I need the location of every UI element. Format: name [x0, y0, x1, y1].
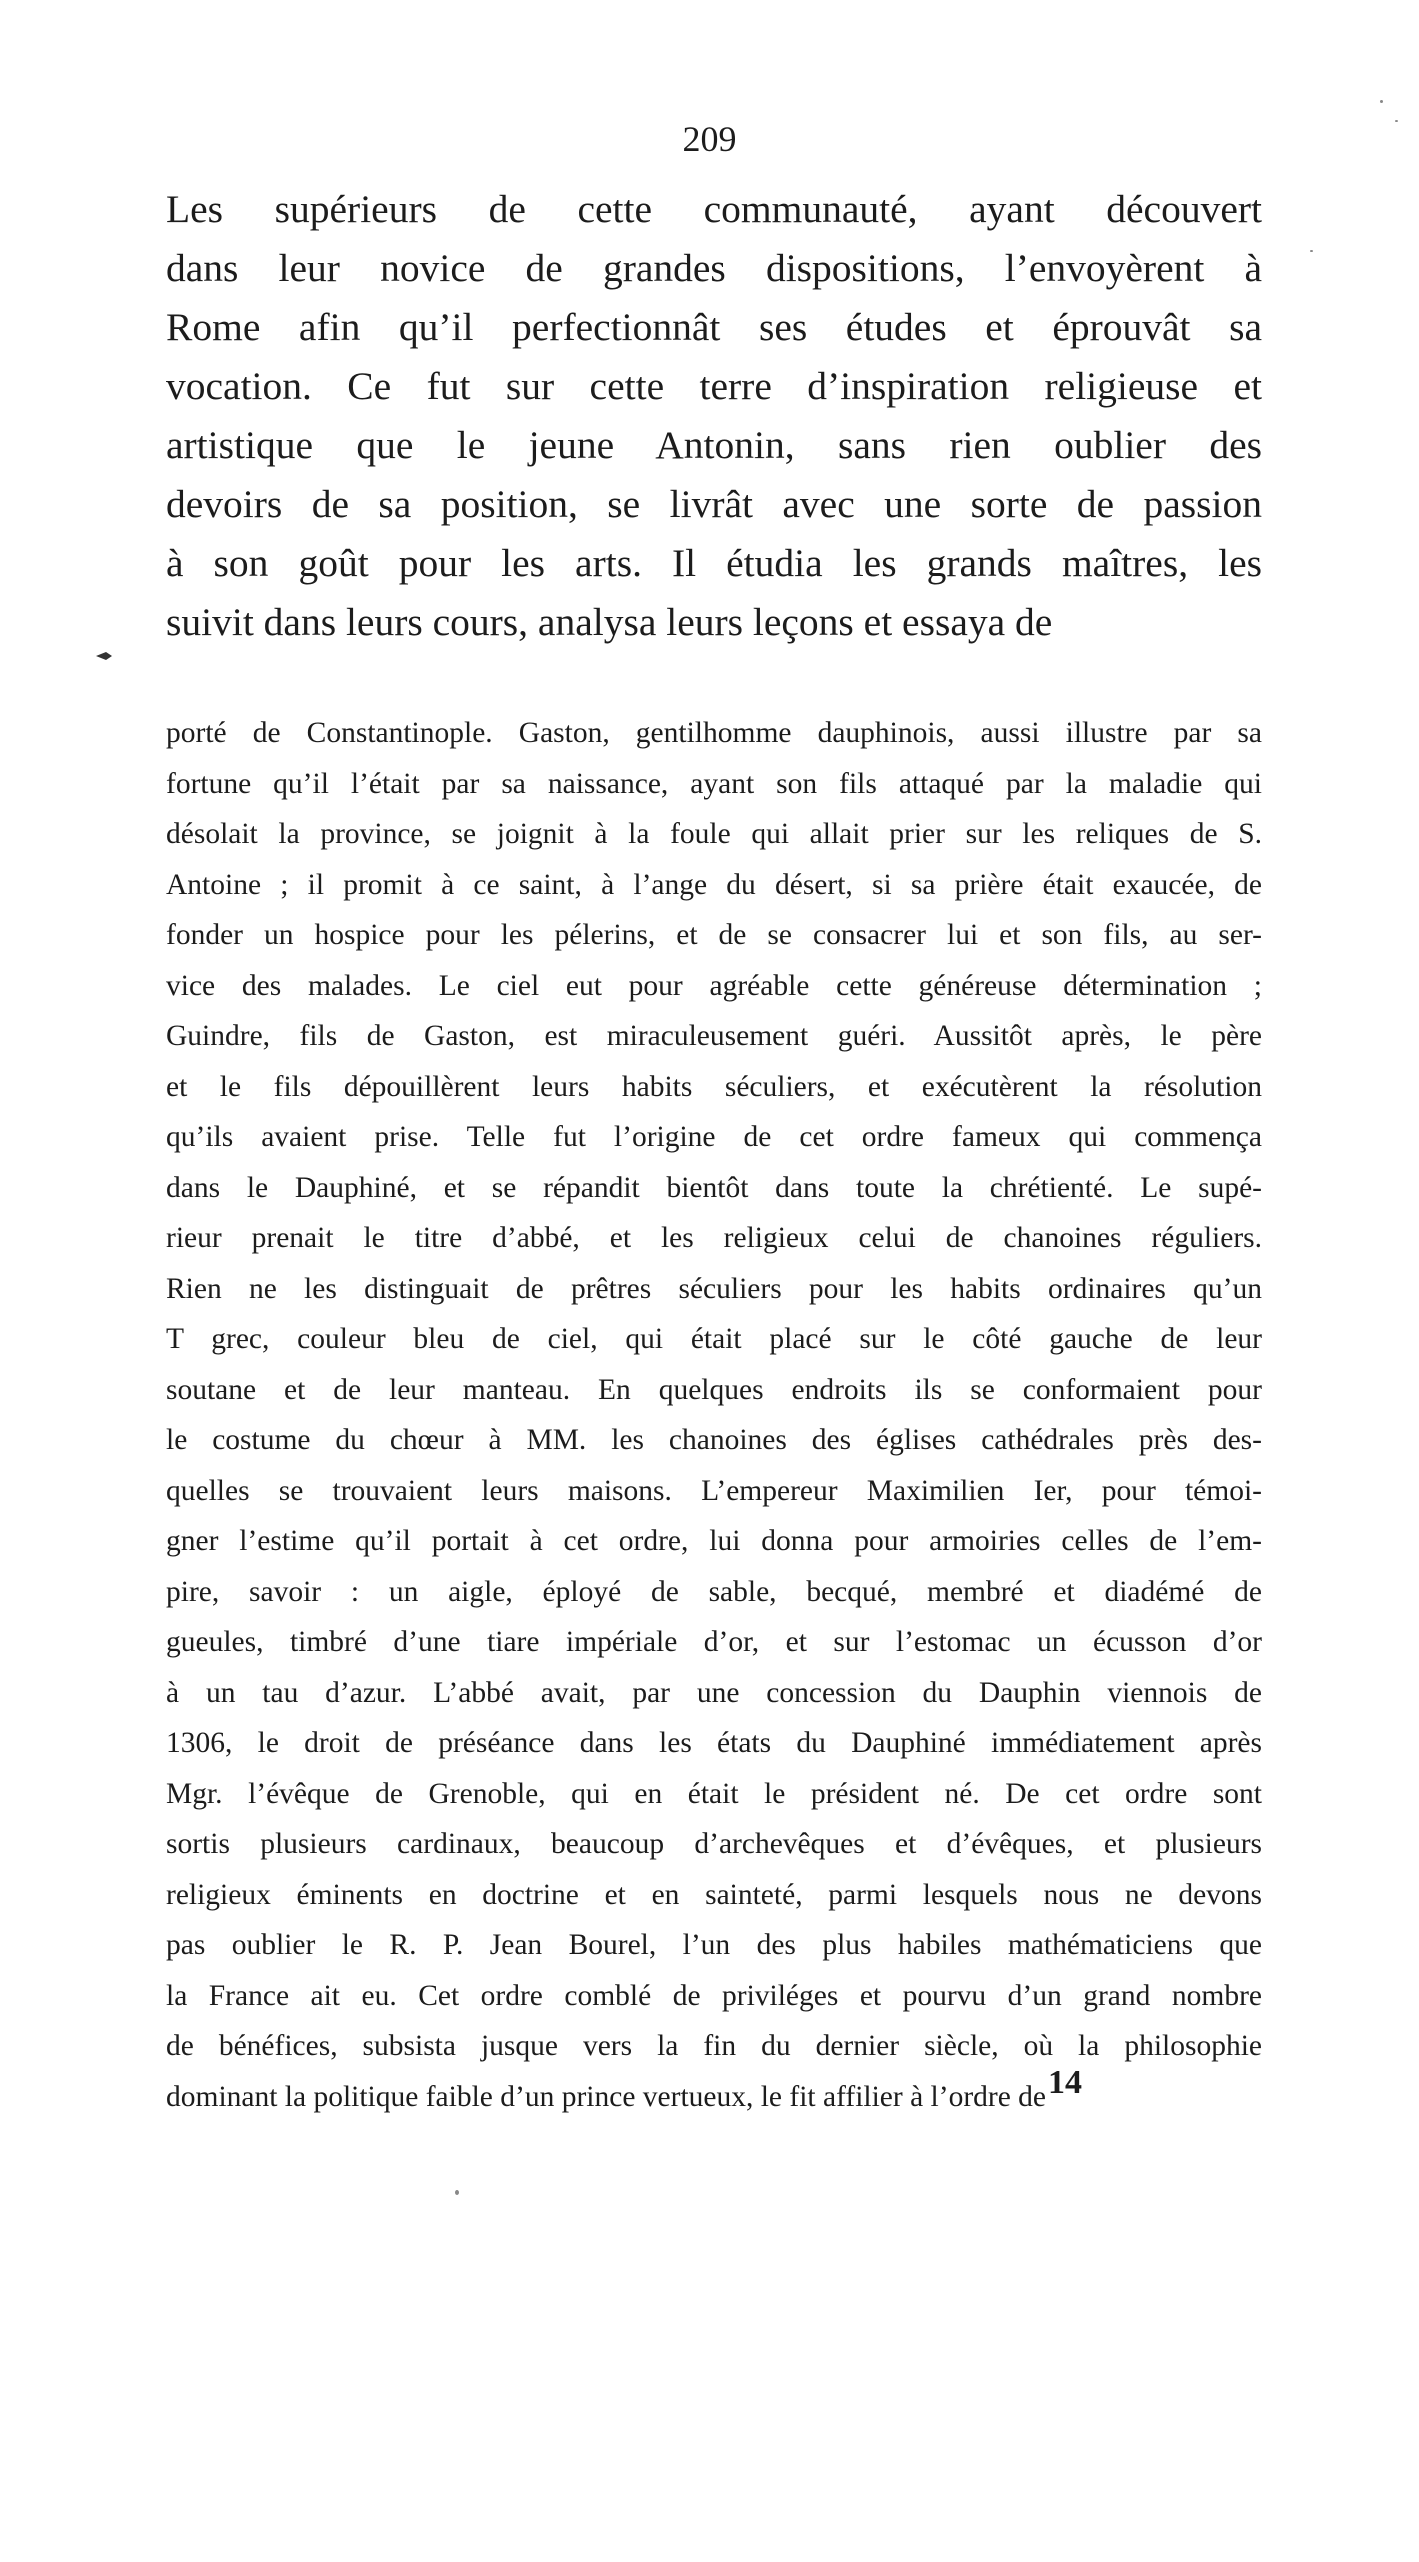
footnote-line: Mgr. l’évêque de Grenoble, qui en était le président né. De cet ordre sont — [166, 1777, 1262, 1810]
footnote-line: 1306, le droit de préséance dans les états du Dauphiné immédiatement après — [166, 1727, 1262, 1759]
main-text — [166, 180, 1262, 652]
margin-mark-icon — [96, 652, 112, 660]
text-line: suivit dans leurs cours, analysa leurs leçons et essaya de — [166, 600, 1053, 644]
footnote-line: pas oublier le R. P. Jean Bourel, l’un des plus habiles mathématiciens que — [166, 1929, 1262, 1961]
text-line: Rome afin qu’il perfectionnât ses études et éprouvât sa — [166, 305, 1262, 349]
text-line: Les supérieurs de cette communauté, ayant découvert — [166, 187, 1262, 231]
ink-speck — [1380, 100, 1383, 103]
footnote-line: quelles se trouvaient leurs maisons. L’empereur Maximilien Ier, pour témoi- — [166, 1474, 1262, 1507]
footnote-line: fonder un hospice pour les pélerins, et de se consacrer lui et son fils, au ser- — [166, 919, 1262, 951]
footnote-line: rieur prenait le titre d’abbé, et les religieux celui de chanoines réguliers. — [166, 1222, 1262, 1254]
footnote-line: qu’ils avaient prise. Telle fut l’origine de cet ordre fameux qui commença — [166, 1121, 1262, 1153]
footnote-line: fortune qu’il l’était par sa naissance, ayant son fils attaqué par la maladie qui — [166, 767, 1262, 800]
signature-mark: 14 — [1048, 2064, 1082, 2101]
text-line: dans leur novice de grandes dispositions, l’envoyèrent à — [166, 246, 1262, 290]
footnote-line: la France ait eu. Cet ordre comblé de priviléges et pourvu d’un grand nombre — [166, 1979, 1262, 2012]
footnote-line: porté de Constantinople. Gaston, gentilhomme dauphinois, aussi illustre par sa — [166, 717, 1262, 749]
footnote-line: désolait la province, se joignit à la foule qui allait prier sur les reliques de S. — [166, 818, 1262, 850]
footnote-line: le costume du chœur à MM. les chanoines des églises cathédrales près des- — [166, 1424, 1262, 1456]
footnote-line: vice des malades. Le ciel eut pour agréable cette généreuse détermination ; — [166, 969, 1262, 1002]
footnote-line: religieux éminents en doctrine et en sainteté, parmi lesquels nous ne devons — [166, 1878, 1262, 1911]
page-number: 209 — [682, 119, 737, 159]
ink-speck — [1395, 120, 1398, 122]
footnote-line: Antoine ; il promit à ce saint, à l’ange du désert, si sa prière était exaucée, de — [166, 868, 1262, 901]
footnote-line: gner l’estime qu’il portait à cet ordre, lui donna pour armoiries celles de l’em- — [166, 1525, 1262, 1557]
footnote-line: pire, savoir : un aigle, éployé de sable, becqué, membré et diadémé de — [166, 1575, 1262, 1608]
footnote-line: dominant la politique faible d’un prince vertueux, le fit affilier à l’ordre de — [166, 2080, 1047, 2113]
footnote-line: dans le Dauphiné, et se répandit bientôt dans toute la chrétienté. Le supé- — [166, 1171, 1262, 1204]
footnote-line: et le fils dépouillèrent leurs habits séculiers, et exécutèrent la résolution — [166, 1070, 1262, 1103]
footnote-line: T grec, couleur bleu de ciel, qui était placé sur le côté gauche de leur — [166, 1323, 1262, 1355]
footnote-line: à un tau d’azur. L’abbé avait, par une concession du Dauphin viennois de — [166, 1676, 1262, 1709]
footnote — [166, 708, 1262, 2122]
text-line: artistique que le jeune Antonin, sans rien oublier des — [166, 423, 1262, 467]
footnote-line: Rien ne les distinguait de prêtres séculiers pour les habits ordinaires qu’un — [166, 1272, 1262, 1305]
footnote-line: gueules, timbré d’une tiare impériale d’or, et sur l’estomac un écusson d’or — [166, 1626, 1262, 1658]
footnote-line: de bénéfices, subsista jusque vers la fin du dernier siècle, où la philosophie — [166, 2030, 1262, 2062]
footnote-line: Guindre, fils de Gaston, est miraculeusement guéri. Aussitôt après, le père — [166, 1020, 1262, 1052]
text-line: vocation. Ce fut sur cette terre d’inspiration religieuse et — [166, 364, 1262, 408]
ink-speck — [455, 2190, 459, 2195]
footnote-line: soutane et de leur manteau. En quelques endroits ils se conformaient pour — [166, 1373, 1262, 1406]
text-line: à son goût pour les arts. Il étudia les grands maîtres, les — [166, 541, 1262, 585]
ink-speck — [1310, 250, 1313, 252]
footnote-line: sortis plusieurs cardinaux, beaucoup d’archevêques et d’évêques, et plusieurs — [166, 1828, 1262, 1860]
text-line: devoirs de sa position, se livrât avec une sorte de passion — [166, 482, 1262, 526]
